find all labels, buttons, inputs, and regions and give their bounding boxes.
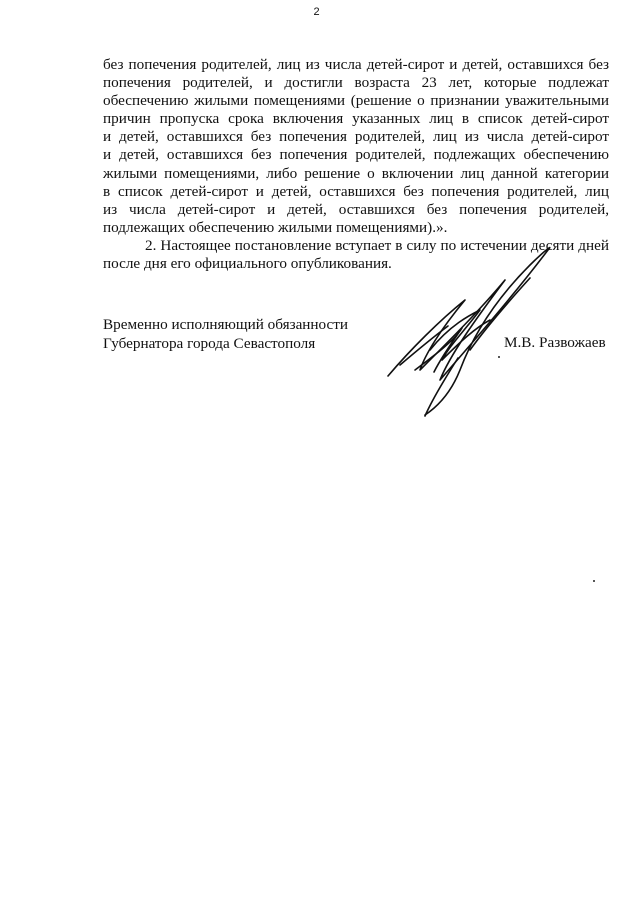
body-line: обеспечению жилыми помещениями (решение о признании уважительными	[103, 92, 609, 110]
signer-name: М.В. Развожаев	[504, 334, 606, 351]
paragraph-2-line: после дня его официального опубликования.	[103, 255, 392, 273]
body-line: попечения родителей, и достигли возраста 23 лет, которые подлежат	[103, 74, 609, 92]
signer-position	[103, 316, 348, 353]
page-mark-dot	[593, 580, 595, 582]
body-line: и детей, оставшихся без попечения родителей, лиц из числа детей-сирот	[103, 128, 609, 146]
paragraph-2-line: 2. Настоящее постановление вступает в силу по истечении десяти дней	[145, 236, 609, 254]
page-number: 2	[313, 6, 320, 18]
handwritten-signature	[370, 230, 570, 430]
signer-position-line1: Временно исполняющий обязанности	[103, 316, 349, 333]
signer-position-line2: Губернатора города Севастополя	[103, 334, 316, 352]
body-line: жилыми помещениями, либо решение о включении лиц данной категории	[103, 164, 609, 182]
body-line: причин пропуска срока включения указанных лиц в список детей-сирот	[103, 110, 609, 128]
body-line: в список детей-сирот и детей, оставшихся без попечения родителей, лиц	[103, 182, 609, 200]
page-mark-dot	[498, 356, 500, 358]
body-line: из числа детей-сирот и детей, оставшихся без попечения родителей,	[103, 200, 609, 218]
body-line: без попечения родителей, лиц из числа детей-сирот и детей, оставшихся без	[103, 56, 609, 73]
body-line: подлежащих обеспечению жилыми помещениями).».	[103, 218, 448, 236]
body-line: и детей, оставшихся без попечения родителей, подлежащих обеспечению	[103, 146, 609, 164]
